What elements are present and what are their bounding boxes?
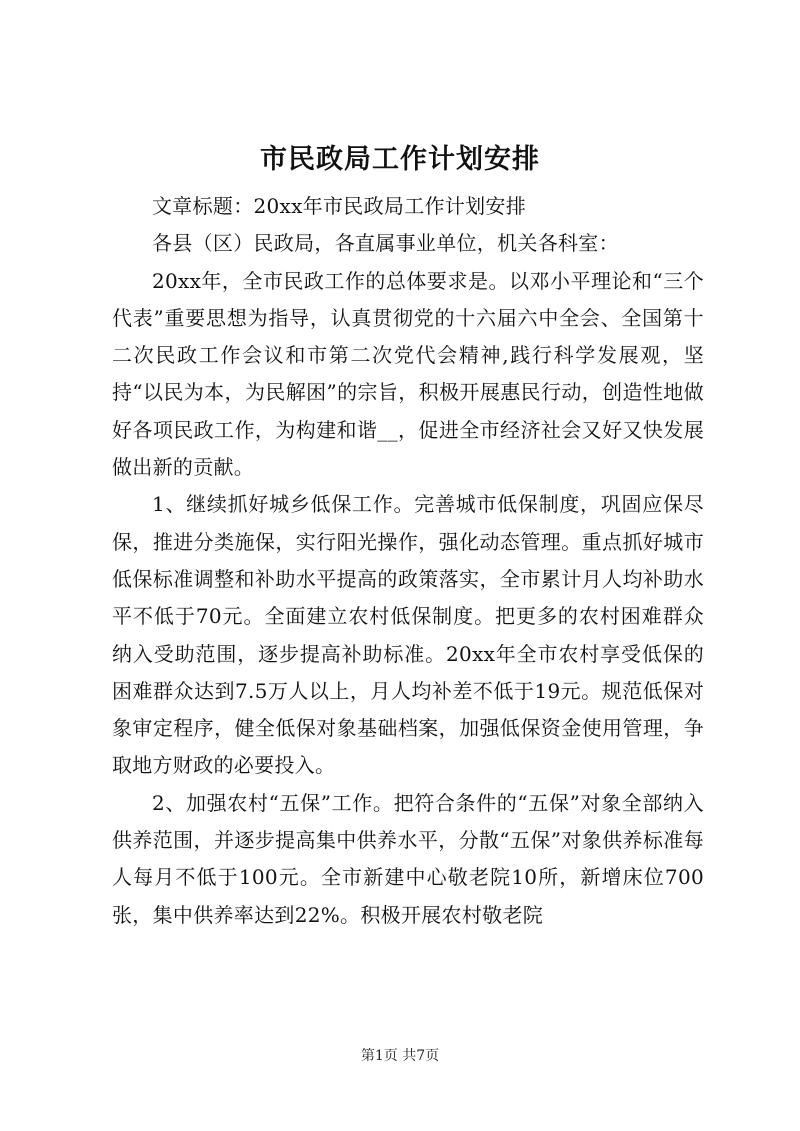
section-1-paragraph: 1、继续抓好城乡低保工作。完善城市低保制度，巩固应保尽保，推进分类施保，实行阳光操作，强化动态管理。重点抓好城市低保标准调整和补助水平提高的政策落实，全市累计月人均补助水平不低于70元。全面建立农村低保制度。把更多的农村困难群众纳入受助范围，逐步提高补助标准。20xx年全市农村享受低保的困难群众达到7.5万人以上，月人均补差不低于19元。规范低保对象审定程序，健全低保对象基础档案，加强低保资金使用管理，争取地方财政的必要投入。 <box>112 492 704 778</box>
article-title-line: 文章标题：20xx年市民政局工作计划安排 <box>152 194 527 218</box>
salutation-line: 各县（区）民政局，各直属事业单位，机关各科室： <box>152 231 619 256</box>
page-number-footer: 第1页 共7页 <box>360 1048 440 1064</box>
document-body <box>112 188 704 934</box>
intro-paragraph: 20xx年，全市民政工作的总体要求是。以邓小平理论和“三个代表”重要思想为指导，认真贯彻党的十六届六中全会、全国第十二次民政工作会议和市第二次党代会精神,践行科学发展观，坚持“以民为本，为民解困”的宗旨，积极开展惠民行动，创造性地做好各项民政工作，为构建和谐__，促进全市经济社会又好又快发展做出新的贡献。 <box>112 268 704 480</box>
section-2-paragraph: 2、加强农村“五保”工作。把符合条件的“五保”对象全部纳入供养范围，并逐步提高集中供养水平，分散“五保”对象供养标准每人每月不低于100元。全市新建中心敬老院10所，新增床位700张，集中供养率达到22%。积极开展农村敬老院 <box>112 790 704 927</box>
document-title: 市民政局工作计划安排 <box>260 144 540 175</box>
